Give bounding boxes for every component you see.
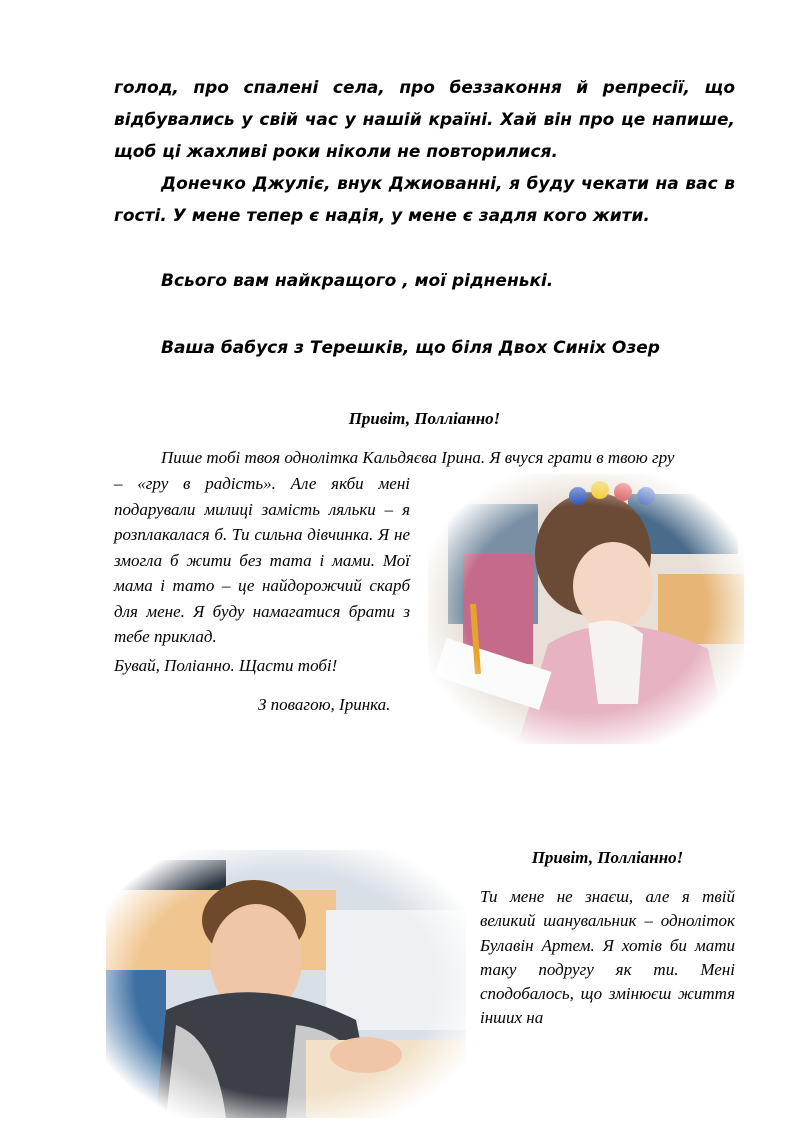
letter1-paragraph-1: голод, про спалені села, про беззаконня й репресії, що відбувались у свій час у нашій країні. Хай він про це напише, щоб ці жахливі роки ніколи не повторилися. [114,78,735,162]
letter2-farewell: Бувай, Поліанно. Щасти тобі! [114,656,338,675]
girl-writing-photo [428,474,744,744]
letter1-paragraph-3: Всього вам найкращого , мої рідненькі. [161,271,554,291]
letter2-signature: З повагою, Іринка. [258,695,391,714]
boy-at-desk-photo [106,850,466,1118]
letter3-body: Ти мене не знаєш, але я твій великий шанувальник – одноліток Булавін Артем. Я хотів би мати таку подругу як ти. Мені сподобалось, що змінюєш життя інших на [480,887,735,1028]
letter1-signature: Ваша бабуся з Терешків, що біля Двох Синіх Озер [161,338,660,358]
letter1-paragraph-2: Донечко Джуліє, внук Джиованні, я буду чекати на вас в гості. У мене тепер є надія, у мене є задля кого жити. [114,174,735,226]
letter3-greeting: Привіт, Поллiанно! [531,848,684,867]
letter2-greeting: Привіт, Поллiанно! [348,409,501,428]
letter2-first-line: Пише тобі твоя однолітка Кальдяєва Ірина. Я вчуся грати в твою гру [161,448,675,467]
letter2-body: – «гру в радість». Але якби мені подарували милиці замість ляльки – я розплакалася б. Ти сильна дівчинка. Я не змогла б жити без тата і мами. Мої мама і тато – це найдорожчий скарб для мене. Я буду намагатися брати з тебе приклад. [114,474,410,646]
